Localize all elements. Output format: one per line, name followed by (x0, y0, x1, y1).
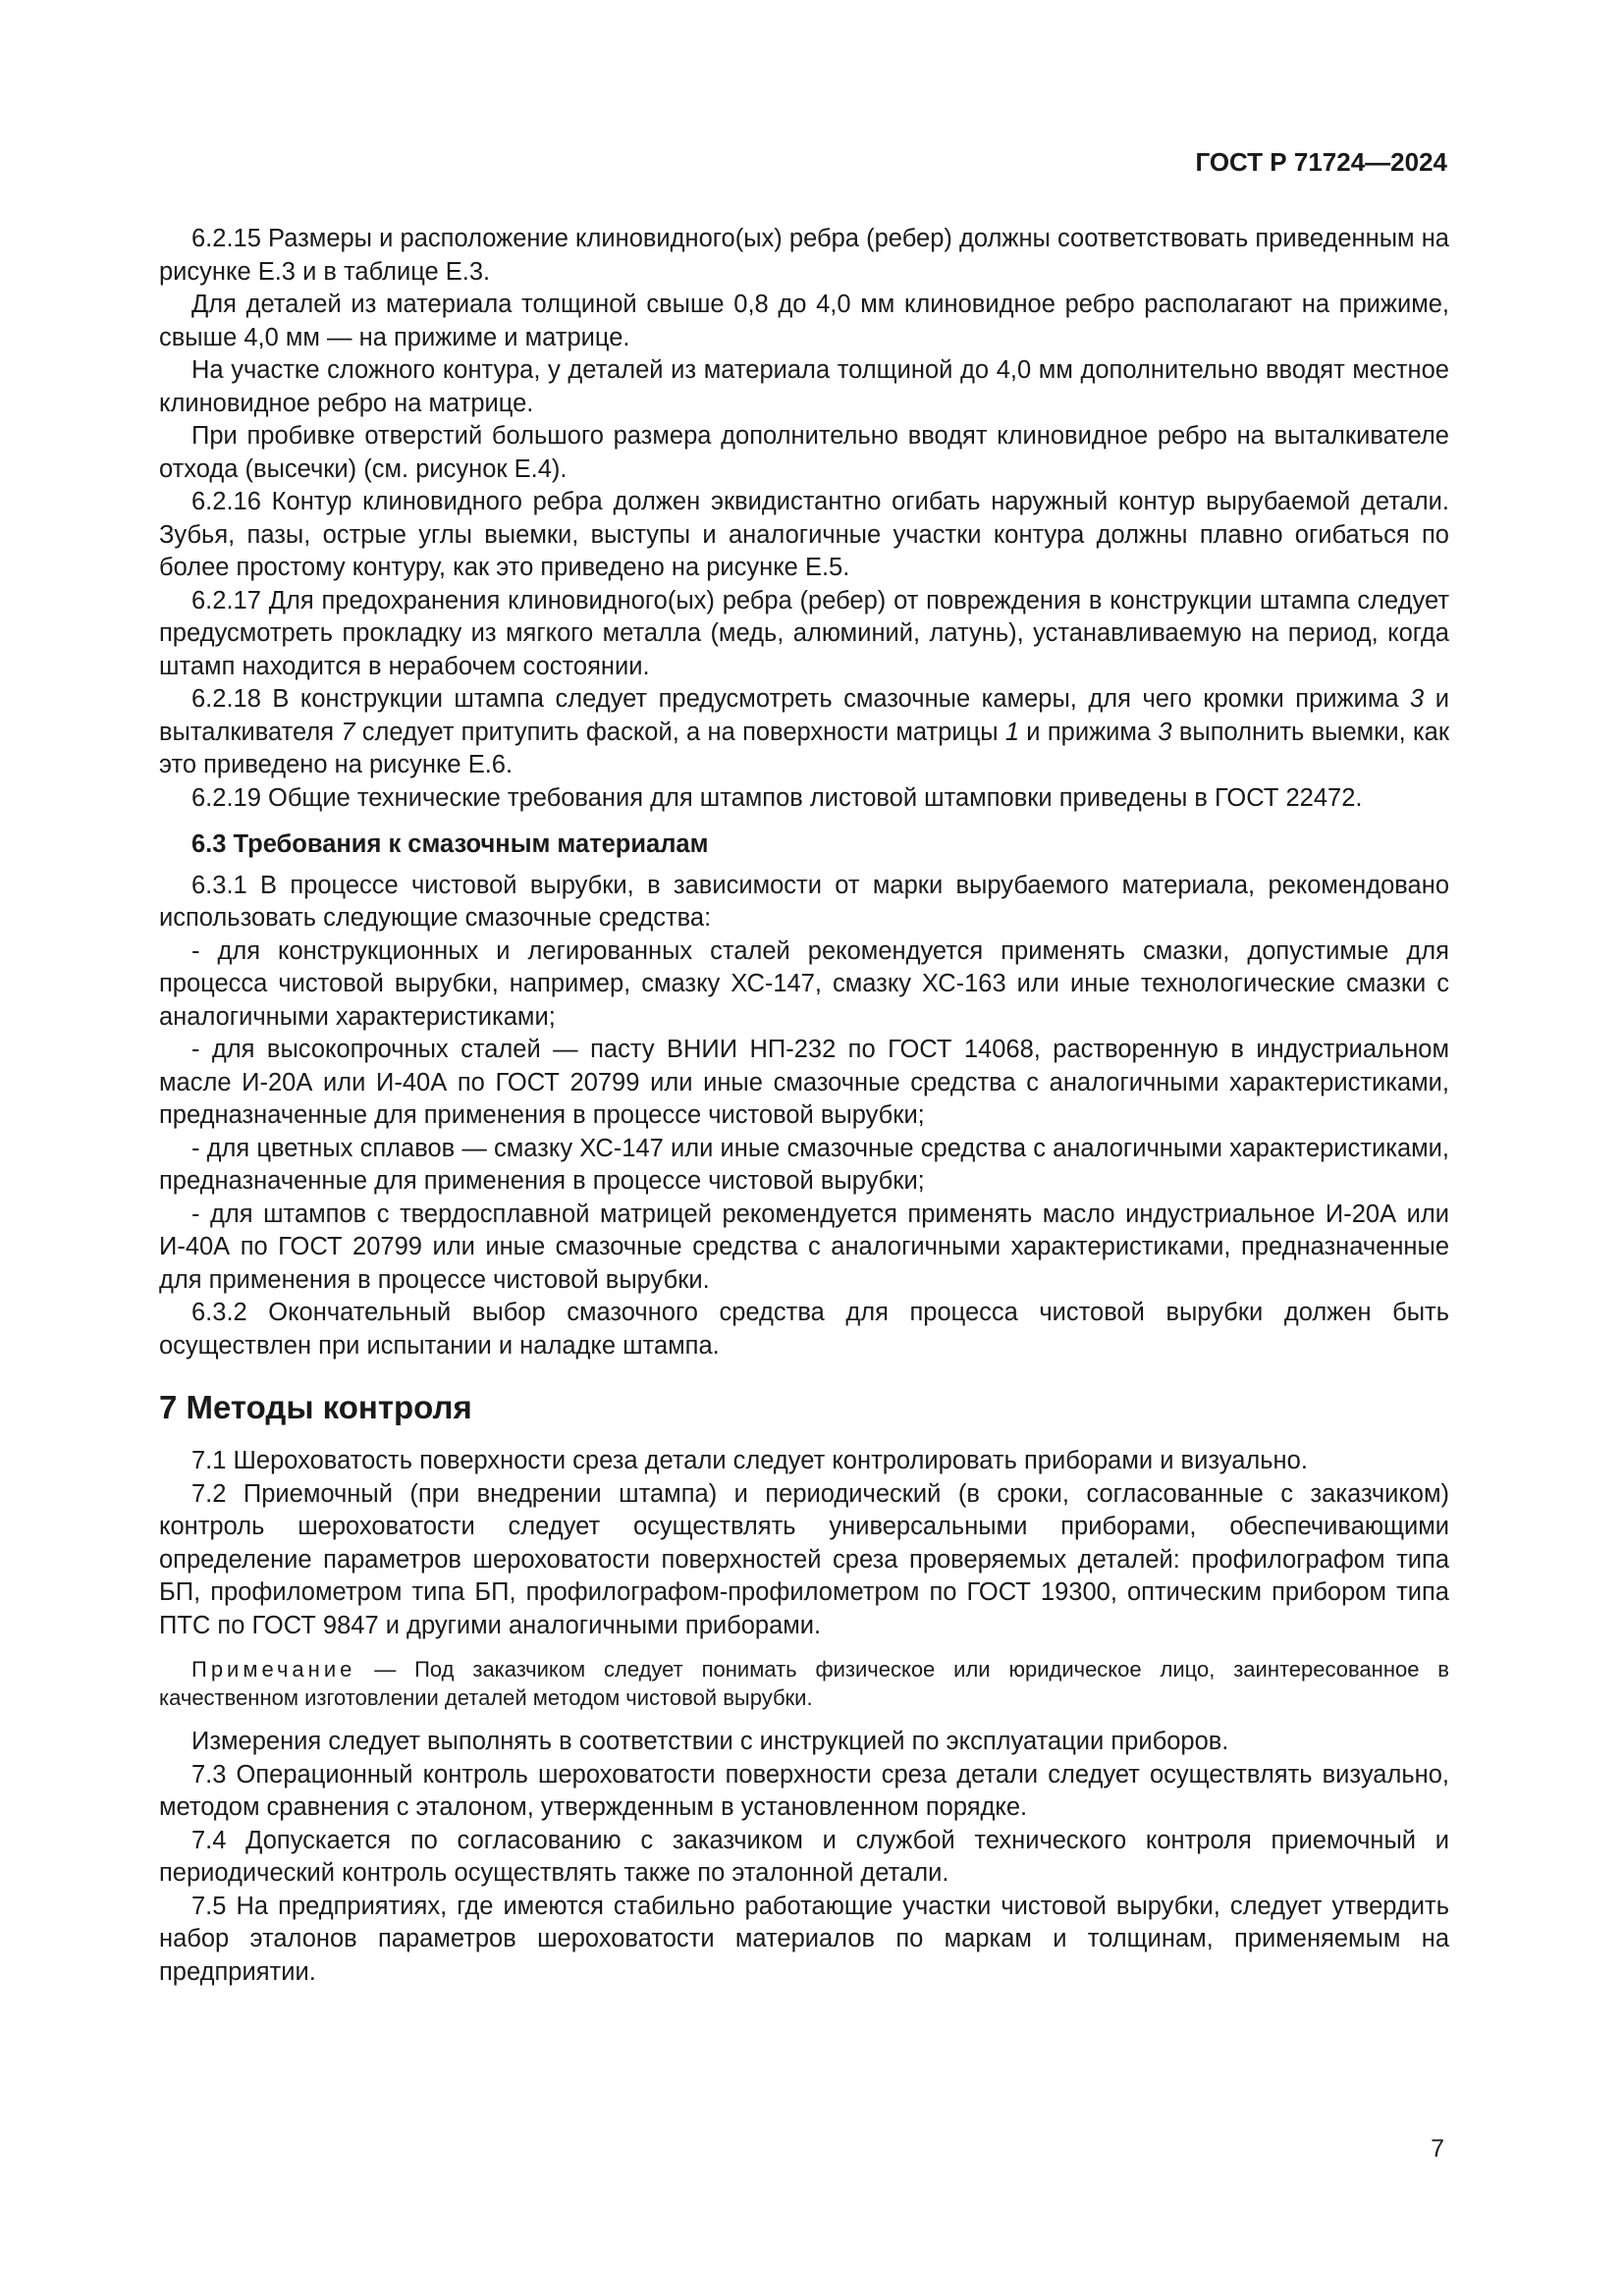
list-item: - для штампов с твердосплавной матрицей рекомендуется применять масло индустриальное И-20А или И-40А по ГОСТ 20799 или иные смазочные средства с аналогичными характеристиками, предназначенные для применения в процессе чистовой вырубки. (159, 1200, 1449, 1294)
list-item: - для конструкционных и легированных сталей рекомендуется применять смазки, допустимые для процесса чистовой вырубки, например, смазку ХС-147, смазку ХС-163 или иные технологические смазки с аналогичными характеристиками; (159, 936, 1449, 1031)
section-heading-7: 7 Методы контроля (159, 1389, 472, 1425)
note-text: — Под заказчиком следует понимать физическое или юридическое лицо, заинтересованное в качественном изготовлении деталей методом чистовой вырубки. (159, 1657, 1449, 1710)
paragraph-6-3-1: 6.3.1 В процессе чистовой вырубки, в зависимости от марки вырубаемого материала, рекомендовано использовать следующие смазочные средства: (159, 871, 1449, 932)
document-id: ГОСТ Р 71724—2024 (1195, 147, 1447, 177)
paragraph-6-3-2: 6.3.2 Окончательный выбор смазочного средства для процесса чистовой вырубки должен быть осуществлен при испытании и наладке штампа. (159, 1299, 1449, 1360)
note-label: Примечание (191, 1657, 356, 1682)
page-content (159, 223, 1449, 1989)
paragraph-7-5: 7.5 На предприятиях, где имеются стабильно работающие участки чистовой вырубки, следует утвердить набор эталонов параметров шероховатости материалов по маркам и толщинам, применяемым на предприятии. (159, 1892, 1449, 1986)
ref-number: 7 (341, 718, 355, 746)
ref-number: 1 (1004, 718, 1020, 746)
list-item: - для высокопрочных сталей — пасту ВНИИ НП-232 по ГОСТ 14068, растворенную в индустриальном масле И-20А или И-40А по ГОСТ 20799 или иные смазочные средства с аналогичными характеристиками, предназначенные для применения в процессе чистовой вырубки; (159, 1036, 1449, 1129)
paragraph-6-2-16: 6.2.16 Контур клиновидного ребра должен эквидистантно огибать наружный контур вырубаемой детали. Зубья, пазы, острые углы выемки, выступы и аналогичные участки контура должны плавно огибаться по более простому контуру, как это приведено на рисунке Е.5. (159, 488, 1449, 581)
list-item: - для цветных сплавов — смазку ХС-147 или иные смазочные средства с аналогичными характеристиками, предназначенные для применения в процессе чистовой вырубки; (159, 1134, 1449, 1195)
ref-number: 3 (1410, 685, 1425, 713)
paragraph-6-2-18: 6.2.18 В конструкции штампа следует предусмотреть смазочные камеры, для чего кромки прижима 3 и выталкивателя 7 следует притупить фаской, а на поверхности матрицы 1 и прижима 3 выполнить выемки, как это приведено на рисунке Е.6. (159, 685, 1450, 778)
section-heading-6-3: 6.3 Требования к смазочным материалам (191, 830, 709, 858)
paragraph-7-1: 7.1 Шероховатость поверхности среза детали следует контролировать приборами и визуально. (191, 1447, 1308, 1474)
note (159, 1656, 1449, 1712)
paragraph: При пробивке отверстий большого размера дополнительно вводят клиновидное ребро на выталкивателе отхода (высечки) (см. рисунок Е.4). (159, 422, 1449, 483)
page-number: 7 (1431, 2135, 1444, 2163)
paragraph-7-3: 7.3 Операционный контроль шероховатости поверхности среза детали следует осуществлять визуально, методом сравнения с эталоном, утвержденным в установленном порядке. (159, 1760, 1449, 1821)
paragraph: Измерения следует выполнять в соответствии с инструкцией по эксплуатации приборов. (191, 1728, 1229, 1755)
ref-number: 3 (1158, 718, 1172, 746)
paragraph-6-2-19: 6.2.19 Общие технические требования для штампов листовой штамповки приведены в ГОСТ 22472. (191, 783, 1363, 812)
paragraph-7-2: 7.2 Приемочный (при внедрении штампа) и периодический (в сроки, согласованные с заказчиком) контроль шероховатости следует осуществлять универсальными приборами, обеспечивающими определение параметров шероховатости поверхностей среза проверяемых деталей: профилографом типа БП, профилометром типа БП, профилографом-профилометром по ГОСТ 19300, оптическим прибором типа ПТС по ГОСТ 9847 и другими аналогичными приборами. (159, 1479, 1449, 1639)
paragraph-6-2-17: 6.2.17 Для предохранения клиновидного(ых) ребра (ребер) от повреждения в конструкции штампа следует предусмотреть прокладку из мягкого металла (медь, алюминий, латунь), устанавливаемую на период, когда штамп находится в нерабочем состоянии. (159, 586, 1449, 680)
paragraph-7-4: 7.4 Допускается по согласованию с заказчиком и службой технического контроля приемочный и периодический контроль осуществлять также по эталонной детали. (159, 1826, 1449, 1887)
paragraph: Для деталей из материала толщиной свыше 0,8 до 4,0 мм клиновидное ребро располагают на прижиме, свыше 4,0 мм — на прижиме и матрице. (159, 291, 1449, 351)
paragraph: На участке сложного контура, у деталей из материала толщиной до 4,0 мм дополнительно вводят местное клиновидное ребро на матрице. (159, 356, 1449, 417)
paragraph-6-2-15: 6.2.15 Размеры и расположение клиновидного(ых) ребра (ребер) должны соответствовать приведенным на рисунке Е.3 и в таблице Е.3. (159, 225, 1449, 286)
